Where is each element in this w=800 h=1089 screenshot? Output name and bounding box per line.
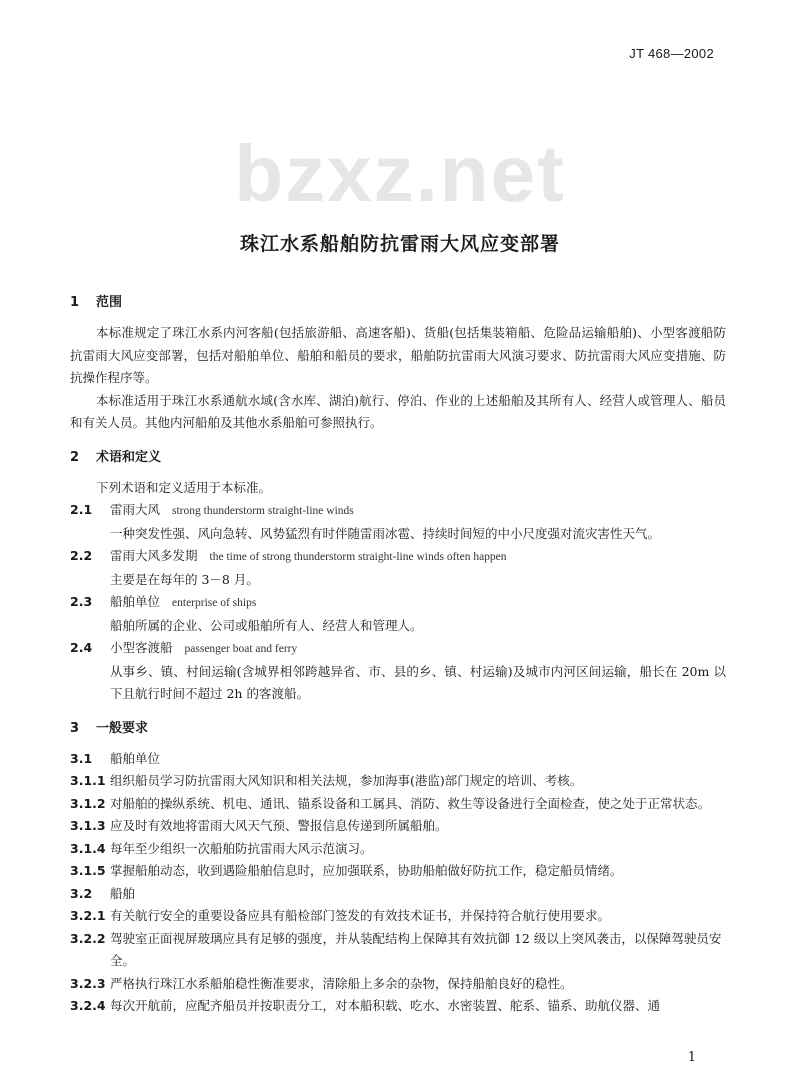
- clause-3-1-4: 3.1.4 每年至少组织一次船舶防抗雷雨大风示范演习。: [70, 840, 373, 856]
- clause-3-2-3: 3.2.3 严格执行珠江水系船舶稳性衡准要求，清除船上多余的杂物，保持船舶良好的稳性。: [70, 975, 573, 991]
- clause-3-2: 3.2 船舶: [70, 885, 136, 901]
- page-number: 1: [687, 1050, 696, 1065]
- section-heading-3: 3 一般要求: [70, 720, 149, 736]
- document-body: [70, 292, 726, 1018]
- clause-3-1-2: 3.1.2 对船舶的操纵系统、机电、通讯、锚系设备和工属具、消防、救生等设备进行全面检查，使之处于正常状态。: [70, 795, 711, 811]
- clause-2-2-definition: 主要是在每年的 3－8 月。: [110, 571, 259, 587]
- clause-2-3-definition: 船舶所属的企业、公司或船舶所有人、经营人和管理人。: [110, 617, 423, 633]
- clause-3-2-1: 3.2.1 有关航行安全的重要设备应具有船检部门签发的有效技术证书，并保持符合航行使用要求。: [70, 908, 611, 923]
- standard-code: JT 468—2002: [629, 46, 714, 61]
- clause-3-1-5: 3.1.5 掌握船舶动态，收到遇险船舶信息时，应加强联系，协助船舶做好防抗工作，稳定船员情绪。: [70, 863, 623, 878]
- clause-2-4-definition: 从事乡、镇、村间运输(含城界相邻跨越异省、市、县的乡、镇、村运输)及城市内河区间运输，船长在 20m 以下且航行时间不超过 2h 的客渡船。: [110, 663, 726, 701]
- clause-3-1-3: 3.1.3 应及时有效地将雷雨大风天气预、警报信息传递到所属船舶。: [70, 818, 448, 833]
- clause-3-1-1: 3.1.1 组织船员学习防抗雷雨大风知识和相关法规，参加海事(港监)部门规定的培训、考核。: [70, 773, 583, 788]
- clause-3-2-4: 3.2.4 每次开航前，应配齐船员并按职责分工，对本船积载、吃水、水密装置、舵系、锚系、助航仪器、通: [70, 998, 661, 1013]
- paragraph-terms-intro: 下列术语和定义适用于本标准。: [96, 479, 272, 495]
- clause-2-2: 2.2 雷雨大风多发期 the time of strong thunderstorm straight-line winds often happen: [70, 548, 507, 563]
- clause-2-4: 2.4 小型客渡船 passenger boat and ferry: [70, 640, 298, 655]
- watermark: bzxz.net: [234, 129, 566, 218]
- clause-2-3: 2.3 船舶单位 enterprise of ships: [70, 594, 257, 609]
- section-heading-1: 1 范围: [70, 295, 123, 310]
- document-title: 珠江水系船舶防抗雷雨大风应变部署: [239, 233, 560, 255]
- clause-2-1-definition: 一种突发性强、风向急转、风势猛烈有时伴随雷雨冰雹、持续时间短的中小尺度强对流灾害性天气。: [110, 525, 661, 541]
- section-heading-2: 2 术语和定义: [70, 449, 162, 465]
- clause-2-1: 2.1 雷雨大风 strong thunderstorm straight-line winds: [70, 502, 354, 517]
- paragraph-scope-1: 本标准规定了珠江水系内河客船(包括旅游船、高速客船)、货船(包括集装箱船、危险品运输船舶)、小型客渡船防抗雷雨大风应变部署，包括对船舶单位、船舶和船员的要求，船舶防抗雷雨大风演习要求、防抗雷雨大风应变措施、防抗操作程序等。: [70, 325, 726, 385]
- paragraph-scope-2: 本标准适用于珠江水系通航水域(含水库、湖泊)航行、停泊、作业的上述船舶及其所有人、经营人或管理人、船员和有关人员。其他内河船舶及其他水系船舶可参照执行。: [70, 392, 726, 430]
- clause-3-1: 3.1 船舶单位: [70, 750, 161, 766]
- clause-3-2-2: 3.2.2 驾驶室正面视屏玻璃应具有足够的强度，并从装配结构上保障其有效抗御 12 级以上突风袭击，以保障驾驶员安全。: [70, 930, 722, 968]
